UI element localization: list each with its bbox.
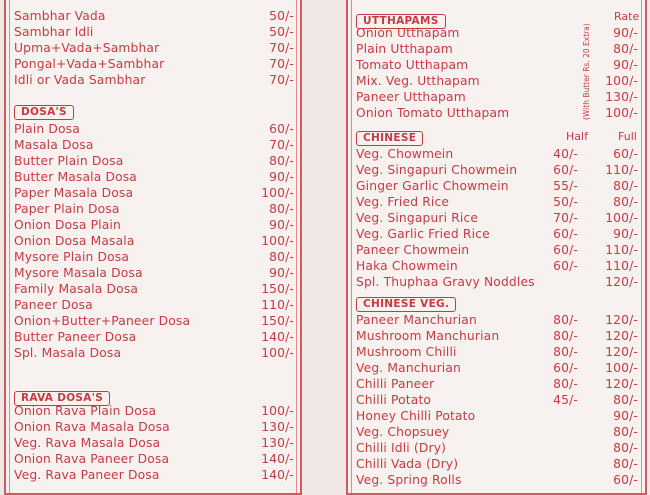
- menu-item-full-price: 60/-: [613, 147, 638, 161]
- menu-item-row: [356, 424, 640, 440]
- menu-item-name: Butter Plain Dosa: [14, 154, 124, 168]
- menu-item-price: 110/-: [261, 298, 294, 312]
- butter-extra-note: (With Butter Rs. 20 Extra): [582, 23, 591, 120]
- menu-item-name: Family Masala Dosa: [14, 282, 139, 296]
- menu-item-price: 70/-: [269, 138, 294, 152]
- menu-item-row: [356, 472, 640, 488]
- menu-item-name: Paneer Manchurian: [356, 313, 477, 327]
- menu-item-name: Masala Dosa: [14, 138, 94, 152]
- menu-item-price: 130/-: [261, 436, 294, 450]
- menu-item-row: [356, 312, 640, 328]
- menu-item-price: 90/-: [269, 218, 294, 232]
- chinese-items-list: [356, 146, 640, 290]
- half-column-header: Half: [566, 130, 588, 143]
- left-menu-panel: [4, 0, 302, 495]
- menu-item-row: [14, 281, 298, 297]
- menu-item-row: [356, 328, 640, 344]
- menu-item-row: [14, 249, 298, 265]
- misc-items-list: [14, 8, 298, 88]
- menu-item-name: Butter Paneer Dosa: [14, 330, 137, 344]
- menu-item-price: 130/-: [261, 420, 294, 434]
- menu-item-row: [14, 153, 298, 169]
- menu-item-price: 80/-: [269, 202, 294, 216]
- menu-item-half-price: 60/-: [553, 259, 578, 273]
- menu-item-half-price: 60/-: [553, 163, 578, 177]
- dosa-items-list: [14, 121, 298, 361]
- menu-item-name: Veg. Garlic Fried Rice: [356, 227, 490, 241]
- menu-item-name: Veg. Fried Rice: [356, 195, 450, 209]
- menu-item-half-price: 60/-: [553, 361, 578, 375]
- menu-item-name: Upma+Vada+Sambhar: [14, 41, 160, 55]
- menu-item-row: [14, 467, 298, 483]
- menu-item-row: [356, 376, 640, 392]
- menu-item-full-price: 80/-: [613, 441, 638, 455]
- menu-item-full-price: 80/-: [613, 393, 638, 407]
- menu-item-row: [356, 210, 640, 226]
- chinese-section-header: [356, 126, 423, 144]
- menu-item-row: [356, 178, 640, 194]
- menu-item-name: Chilli Paneer: [356, 377, 435, 391]
- menu-item-row: [14, 8, 298, 24]
- menu-item-name: Chilli Idli (Dry): [356, 441, 447, 455]
- menu-item-full-price: 120/-: [605, 275, 638, 289]
- menu-item-full-price: 120/-: [605, 313, 638, 327]
- menu-item-price: 100/-: [261, 346, 294, 360]
- menu-item-price: 90/-: [269, 170, 294, 184]
- menu-item-name: Onion Rava Paneer Dosa: [14, 452, 170, 466]
- menu-item-name: Onion Utthapam: [356, 26, 460, 40]
- menu-item-row: [356, 194, 640, 210]
- menu-item-price: 100/-: [261, 404, 294, 418]
- menu-item-price: 60/-: [269, 122, 294, 136]
- menu-item-price: 70/-: [269, 57, 294, 71]
- menu-item-half-price: 80/-: [553, 329, 578, 343]
- menu-item-price: 150/-: [261, 282, 294, 296]
- full-column-header: Full: [618, 130, 637, 143]
- menu-item-name: Paneer Chowmein: [356, 243, 470, 257]
- menu-item-name: Paneer Dosa: [14, 298, 93, 312]
- menu-item-half-price: 50/-: [553, 195, 578, 209]
- menu-item-row: [14, 169, 298, 185]
- menu-item-name: Veg. Singapuri Rice: [356, 211, 479, 225]
- menu-item-row: [14, 137, 298, 153]
- menu-item-price: 100/-: [605, 74, 638, 88]
- menu-item-name: Butter Masala Dosa: [14, 170, 137, 184]
- menu-item-name: Idli or Vada Sambhar: [14, 73, 146, 87]
- menu-item-row: [14, 403, 298, 419]
- menu-item-full-price: 110/-: [605, 163, 638, 177]
- menu-item-row: [14, 451, 298, 467]
- menu-item-price: 80/-: [269, 250, 294, 264]
- menu-item-half-price: 60/-: [553, 227, 578, 241]
- right-menu-panel: [346, 0, 647, 495]
- menu-item-row: [14, 313, 298, 329]
- menu-item-row: [356, 146, 640, 162]
- menu-item-half-price: 80/-: [553, 313, 578, 327]
- menu-item-row: [356, 57, 640, 73]
- menu-item-row: [14, 24, 298, 40]
- menu-item-row: [356, 408, 640, 424]
- menu-item-name: Chilli Potato: [356, 393, 432, 407]
- chinese-section-title: CHINESE: [356, 131, 423, 146]
- menu-item-price: 100/-: [261, 186, 294, 200]
- menu-item-half-price: 60/-: [553, 243, 578, 257]
- menu-item-row: [356, 242, 640, 258]
- menu-item-name: Mushroom Chilli: [356, 345, 457, 359]
- menu-item-price: 140/-: [261, 468, 294, 482]
- menu-item-half-price: 55/-: [553, 179, 578, 193]
- menu-item-row: [356, 274, 640, 290]
- menu-item-name: Ginger Garlic Chowmein: [356, 179, 509, 193]
- menu-item-name: Spl. Thuphaa Gravy Noddles: [356, 275, 535, 289]
- menu-item-row: [14, 419, 298, 435]
- utthapam-section-title: UTTHAPAMS: [356, 14, 446, 29]
- menu-item-row: [356, 392, 640, 408]
- menu-item-name: Onion Dosa Plain: [14, 218, 121, 232]
- menu-item-full-price: 60/-: [613, 473, 638, 487]
- menu-item-full-price: 120/-: [605, 329, 638, 343]
- menu-item-price: 50/-: [269, 9, 294, 23]
- dosa-section-title: DOSA'S: [14, 105, 74, 120]
- menu-item-full-price: 100/-: [605, 361, 638, 375]
- menu-item-row: [14, 185, 298, 201]
- menu-item-row: [356, 456, 640, 472]
- menu-item-price: 90/-: [613, 26, 638, 40]
- menu-item-full-price: 120/-: [605, 377, 638, 391]
- menu-item-row: [356, 344, 640, 360]
- menu-item-row: [14, 201, 298, 217]
- menu-item-row: [356, 25, 640, 41]
- menu-item-name: Mix. Veg. Utthapam: [356, 74, 480, 88]
- menu-item-full-price: 90/-: [613, 409, 638, 423]
- menu-item-full-price: 80/-: [613, 457, 638, 471]
- menu-item-price: 80/-: [613, 42, 638, 56]
- menu-item-name: Mysore Plain Dosa: [14, 250, 130, 264]
- menu-item-price: 70/-: [269, 73, 294, 87]
- menu-item-row: [14, 345, 298, 361]
- menu-item-row: [356, 162, 640, 178]
- menu-item-row: [14, 72, 298, 88]
- menu-item-price: 90/-: [613, 58, 638, 72]
- rava-dosa-section-title: RAVA DOSA'S: [14, 391, 110, 406]
- menu-item-price: 150/-: [261, 314, 294, 328]
- menu-item-price: 100/-: [605, 106, 638, 120]
- menu-item-row: [14, 329, 298, 345]
- utthapam-items-list: [356, 25, 640, 121]
- menu-item-name: Veg. Singapuri Chowmein: [356, 163, 518, 177]
- menu-item-half-price: 70/-: [553, 211, 578, 225]
- rate-column-header: Rate: [614, 10, 640, 23]
- rava-dosa-section-header: [14, 386, 110, 404]
- menu-item-name: Spl. Masala Dosa: [14, 346, 122, 360]
- menu-item-full-price: 80/-: [613, 195, 638, 209]
- menu-item-price: 90/-: [269, 266, 294, 280]
- menu-item-name: Onion+Butter+Paneer Dosa: [14, 314, 191, 328]
- chinese-veg-items-list: [356, 312, 640, 488]
- menu-item-price: 80/-: [269, 154, 294, 168]
- menu-item-row: [14, 217, 298, 233]
- menu-item-full-price: 100/-: [605, 211, 638, 225]
- menu-item-name: Onion Rava Plain Dosa: [14, 404, 157, 418]
- menu-item-name: Veg. Chowmein: [356, 147, 454, 161]
- menu-item-row: [356, 105, 640, 121]
- menu-item-row: [14, 121, 298, 137]
- menu-item-full-price: 110/-: [605, 259, 638, 273]
- menu-item-row: [356, 226, 640, 242]
- menu-item-name: Haka Chowmein: [356, 259, 458, 273]
- menu-item-name: Paper Masala Dosa: [14, 186, 134, 200]
- menu-item-name: Plain Dosa: [14, 122, 80, 136]
- menu-item-row: [14, 435, 298, 451]
- chinese-veg-section-header: [356, 292, 456, 310]
- chinese-veg-section-title: CHINESE VEG.: [356, 297, 456, 312]
- menu-item-name: Onion Tomato Utthapam: [356, 106, 510, 120]
- menu-item-row: [356, 89, 640, 105]
- menu-item-name: Tomato Utthapam: [356, 58, 469, 72]
- rava-dosa-items-list: [14, 403, 298, 483]
- menu-item-full-price: 90/-: [613, 227, 638, 241]
- dosa-section-header: [14, 100, 74, 118]
- menu-item-half-price: 45/-: [553, 393, 578, 407]
- menu-item-name: Chilli Vada (Dry): [356, 457, 459, 471]
- menu-item-full-price: 80/-: [613, 425, 638, 439]
- menu-item-row: [14, 265, 298, 281]
- menu-item-name: Honey Chilli Potato: [356, 409, 476, 423]
- menu-item-name: Paper Plain Dosa: [14, 202, 120, 216]
- menu-item-name: Onion Dosa Masala: [14, 234, 135, 248]
- menu-item-price: 50/-: [269, 25, 294, 39]
- menu-item-half-price: 80/-: [553, 345, 578, 359]
- menu-item-name: Mysore Masala Dosa: [14, 266, 143, 280]
- menu-item-price: 100/-: [261, 234, 294, 248]
- menu-item-row: [14, 233, 298, 249]
- menu-item-row: [356, 41, 640, 57]
- menu-item-name: Mushroom Manchurian: [356, 329, 500, 343]
- menu-item-price: 140/-: [261, 452, 294, 466]
- menu-item-row: [356, 258, 640, 274]
- menu-item-price: 70/-: [269, 41, 294, 55]
- menu-item-name: Veg. Rava Masala Dosa: [14, 436, 161, 450]
- menu-item-name: Veg. Rava Paneer Dosa: [14, 468, 160, 482]
- menu-item-name: Paneer Utthapam: [356, 90, 466, 104]
- menu-item-half-price: 40/-: [553, 147, 578, 161]
- menu-item-row: [356, 440, 640, 456]
- menu-item-name: Sambhar Idli: [14, 25, 94, 39]
- menu-item-name: Sambhar Vada: [14, 9, 106, 23]
- menu-item-full-price: 80/-: [613, 179, 638, 193]
- menu-item-name: Veg. Spring Rolls: [356, 473, 462, 487]
- menu-item-name: Pongal+Vada+Sambhar: [14, 57, 165, 71]
- menu-item-price: 130/-: [605, 90, 638, 104]
- menu-item-row: [14, 297, 298, 313]
- menu-item-name: Plain Utthapam: [356, 42, 453, 56]
- menu-item-name: Veg. Chopsuey: [356, 425, 450, 439]
- menu-item-price: 140/-: [261, 330, 294, 344]
- menu-item-row: [356, 73, 640, 89]
- menu-item-half-price: 80/-: [553, 377, 578, 391]
- menu-item-full-price: 120/-: [605, 345, 638, 359]
- menu-item-full-price: 110/-: [605, 243, 638, 257]
- menu-item-row: [356, 360, 640, 376]
- menu-item-row: [14, 56, 298, 72]
- menu-item-name: Veg. Manchurian: [356, 361, 461, 375]
- menu-item-row: [14, 40, 298, 56]
- menu-item-name: Onion Rava Masala Dosa: [14, 420, 170, 434]
